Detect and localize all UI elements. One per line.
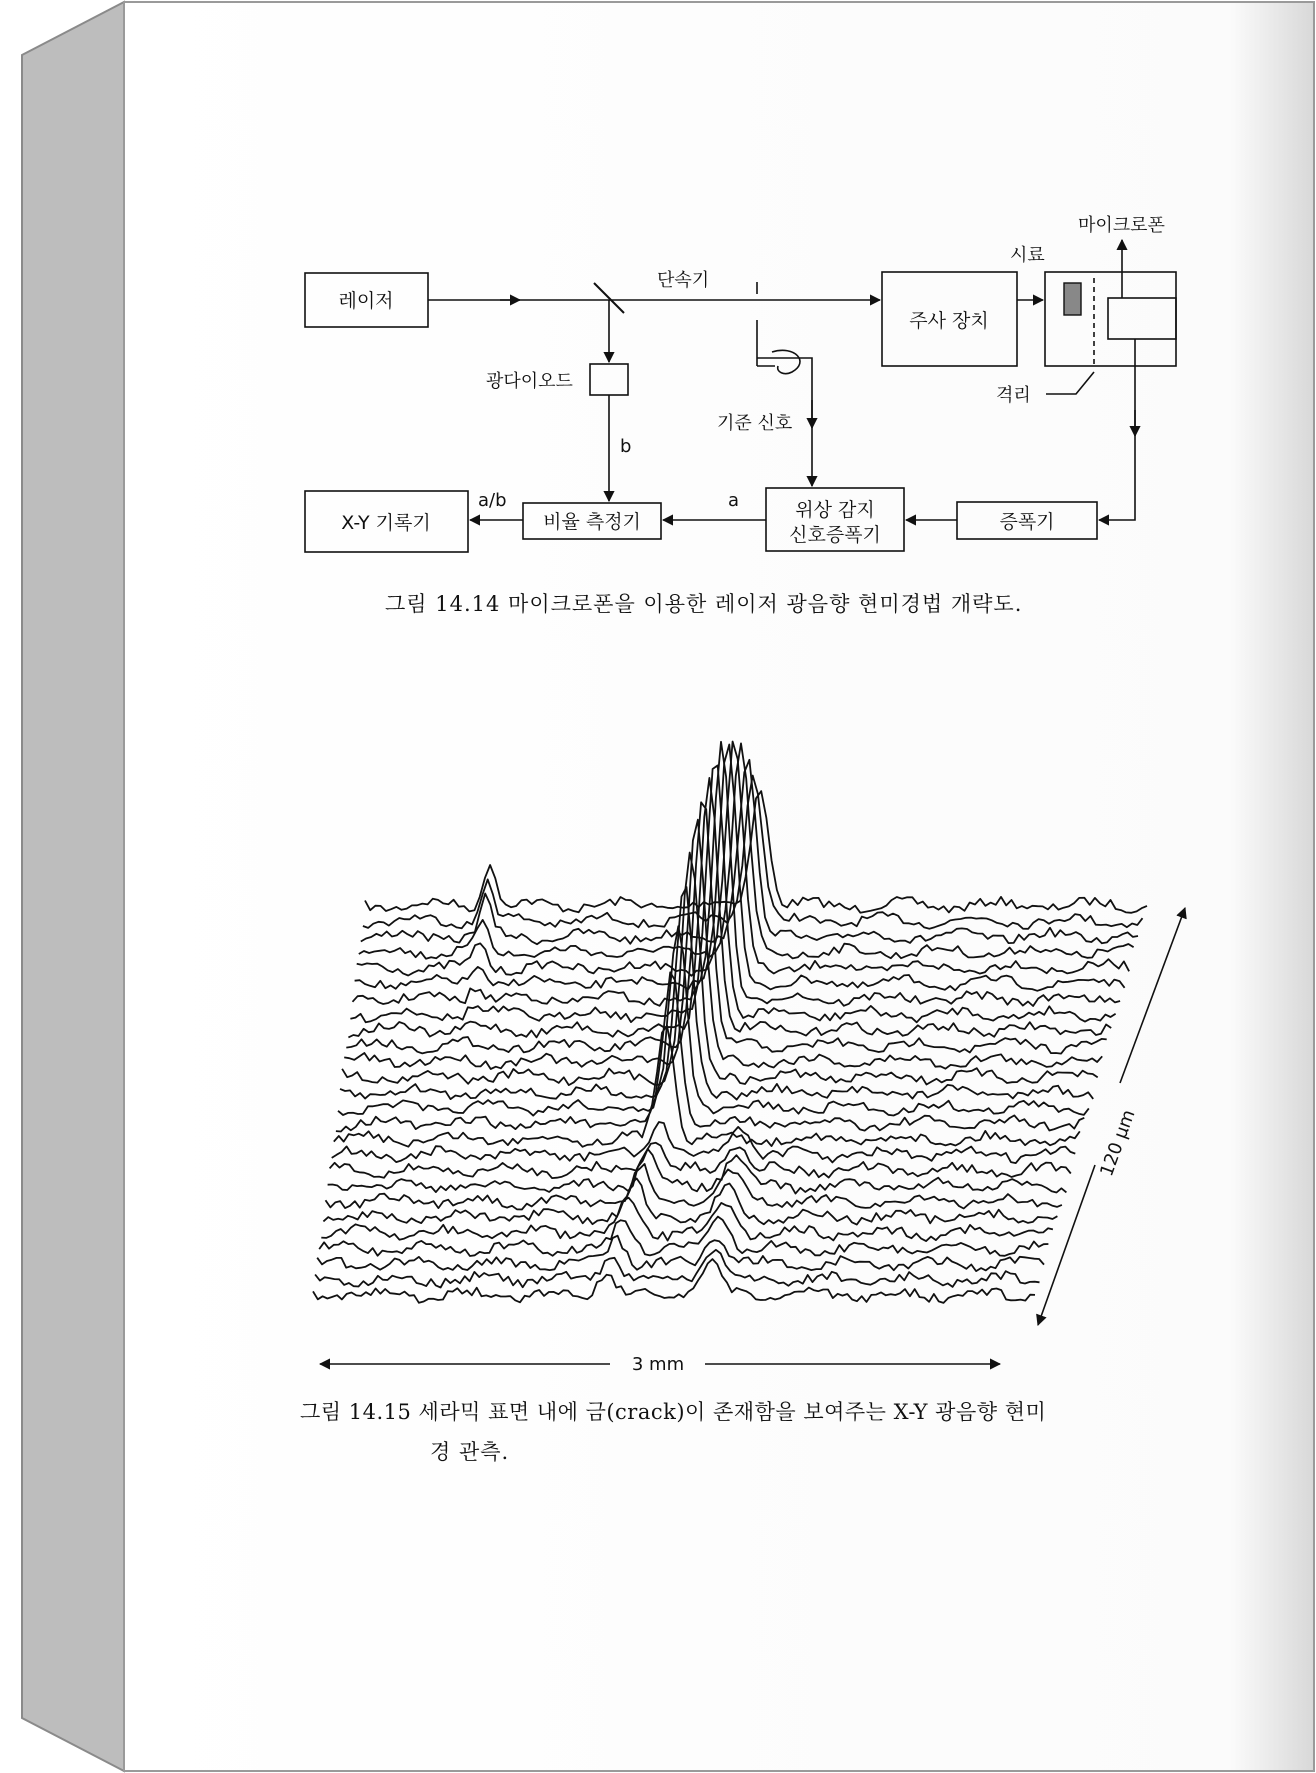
scanner-label: 주사 장치 <box>909 310 989 332</box>
sample-piece <box>1064 283 1081 315</box>
book-spine <box>22 2 124 1771</box>
isolation-label: 격리 <box>996 385 1031 406</box>
b-label: b <box>620 436 632 457</box>
xy-recorder-label: X-Y 기록기 <box>341 512 431 534</box>
a-over-b-label: a/b <box>478 490 507 511</box>
lockin-label-line1: 위상 감지 <box>795 499 875 521</box>
laser-label: 레이저 <box>338 290 394 312</box>
caption-figure-14-14: 그림 14.14 마이크로폰을 이용한 레이저 광음향 현미경법 개략도. <box>385 592 1023 616</box>
chopper-label: 단속기 <box>657 270 710 291</box>
reference-label: 기준 신호 <box>717 413 793 434</box>
amplifier-label: 증폭기 <box>999 511 1055 533</box>
photodiode-label: 광다이오드 <box>486 371 573 392</box>
ratio-meter-label: 비율 측정기 <box>543 511 641 533</box>
x-axis-label: 3 mm <box>631 1354 685 1375</box>
caption-figure-14-15-line2: 경 관측. <box>430 1440 510 1464</box>
a-label: a <box>728 490 740 511</box>
lockin-label-line2: 신호증폭기 <box>789 524 881 546</box>
caption-figure-14-15-line1: 그림 14.15 세라믹 표면 내에 금(crack)이 존재함을 보여주는 X-Y 광음향 현미 <box>300 1400 1047 1424</box>
sample-label: 시료 <box>1010 245 1045 266</box>
microphone-label: 마이크로폰 <box>1078 215 1165 236</box>
y-axis-label: 120 μm <box>1096 1107 1140 1180</box>
